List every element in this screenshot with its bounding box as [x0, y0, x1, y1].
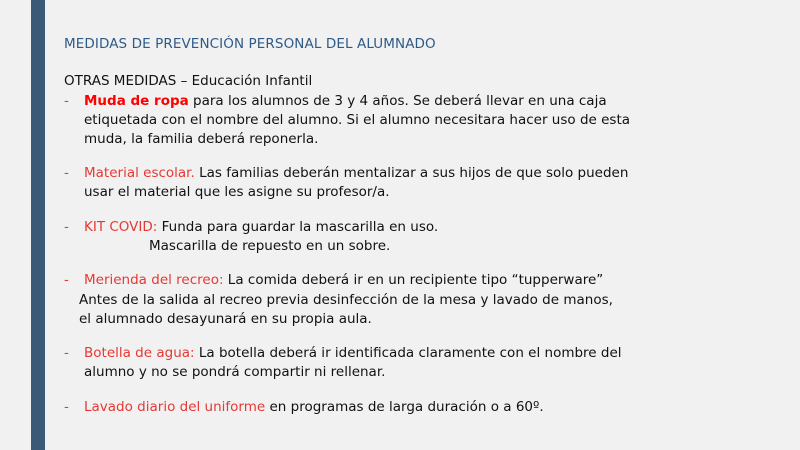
item-text: alumno y no se pondrá compartir ni rellenar. [84, 364, 386, 380]
item-text: Las familias deberán mentalizar a sus hijos de que solo pueden [194, 165, 629, 181]
item-term: Botella de agua: [84, 345, 195, 361]
list-item-material-escolar [84, 164, 628, 183]
item-text: Mascarilla de repuesto en un sobre. [149, 238, 391, 254]
item-text: para los alumnos de 3 y 4 años. Se deberá llevar en una caja [188, 93, 607, 109]
item-term: Lavado diario del uniforme [84, 399, 266, 415]
slide-title: MEDIDAS DE PREVENCIÓN PERSONAL DEL ALUMNADO [64, 36, 436, 52]
item-term: Merienda del recreo: [84, 272, 224, 288]
bullet-marker: - [64, 272, 69, 288]
item-text: La botella deberá ir identificada claramente con el nombre del [194, 345, 622, 361]
bullet-marker: - [64, 399, 69, 415]
item-text: el alumnado desayunará en su propia aula. [79, 311, 372, 327]
bullet-marker: - [64, 93, 69, 109]
item-text: muda, la familia deberá reponerla. [84, 131, 319, 147]
item-text: etiquetada con el nombre del alumno. Si el alumno necesitara hacer uso de esta [84, 112, 631, 128]
item-term: KIT COVID: [84, 219, 158, 235]
list-item-muda-ropa [84, 92, 607, 111]
list-item-merienda [84, 271, 603, 290]
item-text: Funda para guardar la mascarilla en uso. [157, 219, 439, 235]
slide-subtitle: OTRAS MEDIDAS – Educación Infantil [64, 73, 313, 89]
list-item-lavado [84, 398, 544, 417]
item-text: La comida deberá ir en un recipiente tipo “tupperware” [223, 272, 604, 288]
bullet-marker: - [64, 345, 69, 361]
item-term: Material escolar. [84, 165, 195, 181]
item-text: usar el material que les asigne su profesor/a. [84, 184, 390, 200]
item-text: en programas de larga duración o a 60º. [265, 399, 544, 415]
item-text: Antes de la salida al recreo previa desinfección de la mesa y lavado de manos, [79, 292, 613, 308]
list-item-kit-covid [84, 218, 438, 237]
bullet-marker: - [64, 219, 69, 235]
bullet-marker: - [64, 165, 69, 181]
list-item-botella [84, 344, 622, 363]
item-term: Muda de ropa [84, 93, 189, 109]
